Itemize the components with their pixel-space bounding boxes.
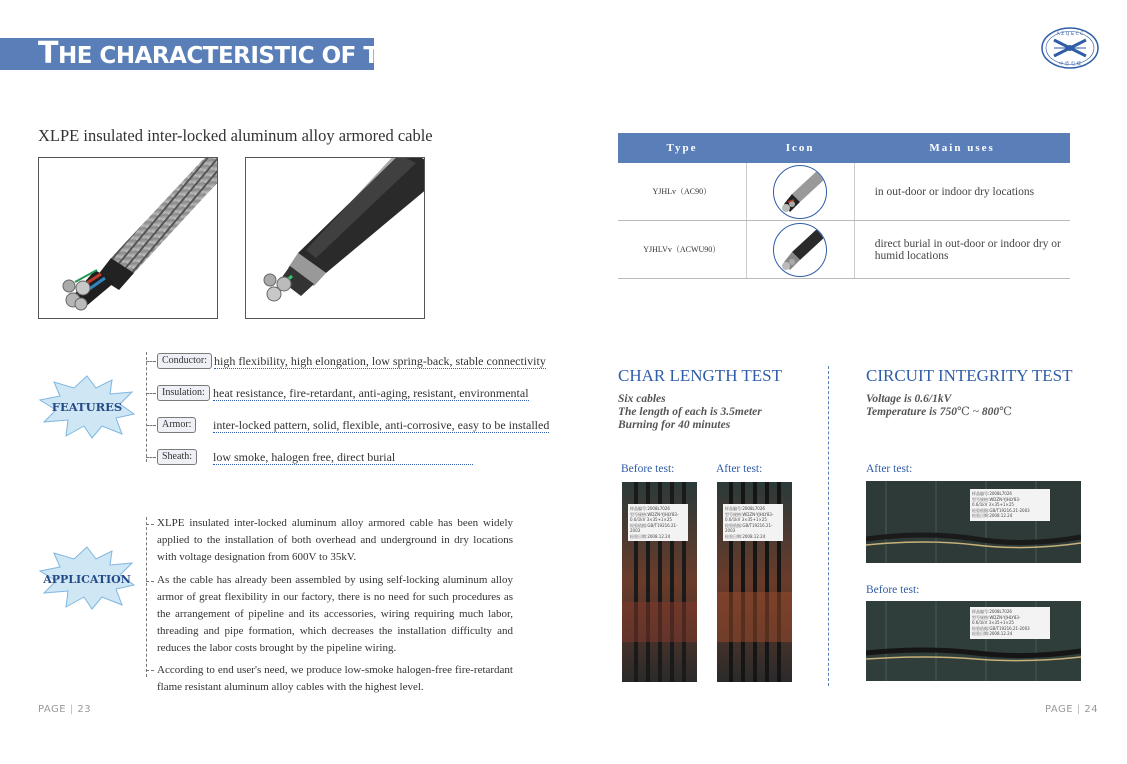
column-header-icon: Icon bbox=[746, 133, 854, 163]
char-length-line-3: Burning for 40 minutes bbox=[618, 419, 731, 431]
label-line: 检验日期:2008.12.24 bbox=[972, 631, 1013, 636]
label-line: 型号规格:WDZN-YJHLY83- bbox=[972, 614, 1021, 620]
features-bracket bbox=[146, 352, 147, 462]
circuit-line-1: Voltage is 0.6/1kV bbox=[866, 393, 952, 405]
features-connector bbox=[146, 457, 156, 458]
label-line: 0.6/1kV 3×35+1×25 bbox=[972, 502, 1014, 507]
application-connector bbox=[146, 581, 154, 582]
char-before-caption: Before test: bbox=[621, 463, 675, 475]
application-connector bbox=[146, 524, 154, 525]
sample-label-card bbox=[970, 607, 1050, 639]
page-label: PAGE bbox=[38, 704, 67, 715]
feature-text-sheath: low smoke, halogen free, direct burial bbox=[213, 450, 473, 465]
application-paragraph-3: According to end user's need, we produce low-smoke halogen-free fire-retardant flame resistant aluminum alloy cables with the highest level. bbox=[157, 664, 513, 693]
circuit-integrity-title: CIRCUIT INTEGRITY TEST bbox=[866, 366, 1073, 385]
char-length-line-1: Six cables bbox=[618, 393, 666, 405]
cell-use: direct burial in out-door or indoor dry or humid locations bbox=[854, 221, 1070, 279]
logo-bottom-text: 中 盾 电 缆 bbox=[1058, 62, 1082, 67]
label-line: 0.6/1kV 3×35+1×25 bbox=[630, 517, 672, 522]
temperature-value: 800 bbox=[981, 406, 1000, 418]
company-logo bbox=[1040, 26, 1100, 70]
circuit-line-2 bbox=[866, 406, 1012, 420]
label-line: 检验日期:2008.12.24 bbox=[630, 533, 671, 539]
application-paragraph-1: XLPE insulated inter-locked aluminum alloy armored cable has been widely applied to the installation of both overhead and underground in dry locations with voltage designation from 600V to 35kV. bbox=[157, 517, 513, 563]
label-line: 检验依据:GB/T19216.21-2003 bbox=[972, 625, 1030, 631]
label-line: 样品编号:2008L7026 bbox=[972, 609, 1012, 614]
page-title-initial: T bbox=[38, 36, 58, 71]
table-row bbox=[618, 163, 1070, 221]
section-divider bbox=[828, 366, 829, 686]
feature-tag-sheath: Sheath: bbox=[157, 449, 197, 465]
label-line: 0.6/1kV 3×35+1×25 bbox=[725, 517, 767, 522]
application-paragraph-2: As the cable has already been assembled by using self-locking aluminum alloy armor of great flexibility in our factory, there is no need for such procedures as the arrangement of pipeline and its accessories, wiring requiring much labor, threading and pipe formation, which decreases the installation difficulty and reduces the labor costs brought by the pipeline wiring. bbox=[157, 574, 513, 654]
circuit-before-photo bbox=[866, 601, 1081, 681]
temperature-tilde: ~ bbox=[969, 406, 982, 418]
circuit-after-photo bbox=[866, 481, 1081, 563]
features-connector bbox=[146, 425, 156, 426]
cell-icon bbox=[746, 163, 854, 221]
label-line: 检验日期:2008.12.24 bbox=[725, 533, 766, 539]
label-line: 检验依据:GB/T19216.21-2003 bbox=[972, 507, 1030, 513]
sample-label-card bbox=[970, 489, 1050, 521]
feature-tag-conductor: Conductor: bbox=[157, 353, 212, 369]
table-row bbox=[618, 221, 1070, 279]
application-bracket bbox=[146, 517, 147, 677]
cell-type: YJHLVv（ACWU90） bbox=[618, 221, 746, 279]
features-connector bbox=[146, 361, 156, 362]
page-label: PAGE bbox=[1045, 704, 1074, 715]
jacketed-cable-photo bbox=[245, 157, 425, 319]
label-line: 检验依据:GB/T19216.21-2003 bbox=[630, 522, 678, 533]
circuit-before-caption: Before test: bbox=[866, 584, 920, 596]
cell-use: in out-door or indoor dry locations bbox=[854, 163, 1070, 221]
column-header-type: Type bbox=[618, 133, 746, 163]
features-label: FEATURES bbox=[51, 400, 123, 414]
char-length-title: CHAR LENGTH TEST bbox=[618, 366, 783, 385]
sample-label-card bbox=[628, 504, 688, 541]
temperature-unit: ℃ bbox=[956, 406, 970, 418]
char-length-line-2: The length of each is 3.5meter bbox=[618, 406, 762, 418]
cable-type-table bbox=[618, 133, 1070, 279]
page-number-left: PAGE | 23 bbox=[38, 704, 92, 715]
armored-cable-photo bbox=[38, 157, 218, 319]
features-connector bbox=[146, 393, 156, 394]
feature-text-armor: inter-locked pattern, solid, flexible, anti-corrosive, easy to be installed bbox=[213, 418, 550, 432]
cell-icon bbox=[746, 221, 854, 279]
cable-subtitle: XLPE insulated inter-locked aluminum alloy armored cable bbox=[38, 126, 433, 145]
application-label: APPLICATION bbox=[43, 573, 131, 586]
feature-text-conductor: high flexibility, high elongation, low spring-back, stable connectivity bbox=[214, 354, 546, 368]
label-line: 检验依据:GB/T19216.21-2003 bbox=[725, 522, 773, 533]
char-before-photo bbox=[622, 482, 697, 682]
page-number-right: PAGE | 24 bbox=[1045, 704, 1099, 715]
page-title-rest: HE CHARACTERISTIC OF THE CABLE bbox=[57, 43, 501, 69]
page-title bbox=[38, 36, 501, 71]
label-line: 检验日期:2008.12.24 bbox=[972, 513, 1013, 518]
label-line: 样品编号:2008L7026 bbox=[725, 506, 765, 511]
page-num: 24 bbox=[1084, 704, 1099, 715]
label-line: 样品编号:2008L7026 bbox=[972, 491, 1012, 496]
feature-tag-insulation: Insulation: bbox=[157, 385, 210, 401]
sample-label-card bbox=[723, 504, 783, 541]
char-after-caption: After test: bbox=[716, 463, 763, 475]
application-connector bbox=[146, 670, 154, 671]
feature-tag-armor: Armor: bbox=[157, 417, 196, 433]
page-num: 23 bbox=[77, 704, 92, 715]
feature-text-insulation: heat resistance, fire-retardant, anti-aging, resistant, environmental bbox=[213, 386, 529, 400]
circuit-after-caption: After test: bbox=[866, 463, 913, 475]
label-line: 样品编号:2008L7026 bbox=[630, 506, 670, 511]
armored-cable-thumbnail-icon bbox=[773, 165, 827, 219]
label-line: 型号规格:WDZN-YJHLY83- bbox=[725, 511, 774, 517]
cell-type: YJHLv（AC90） bbox=[618, 163, 746, 221]
logo-top-text: A Z Q & C C bbox=[1056, 32, 1084, 37]
label-line: 型号规格:WDZN-YJHLY83- bbox=[630, 511, 679, 517]
temperature-unit: ℃ bbox=[999, 406, 1012, 418]
label-line: 0.6/1kV 3×35+1×25 bbox=[972, 620, 1014, 625]
char-after-photo bbox=[717, 482, 792, 682]
temperature-prefix: Temperature is 750 bbox=[866, 406, 957, 418]
label-line: 型号规格:WDZN-YJHLY83- bbox=[972, 496, 1021, 502]
column-header-uses: Main uses bbox=[854, 133, 1070, 163]
jacketed-cable-thumbnail-icon bbox=[773, 223, 827, 277]
